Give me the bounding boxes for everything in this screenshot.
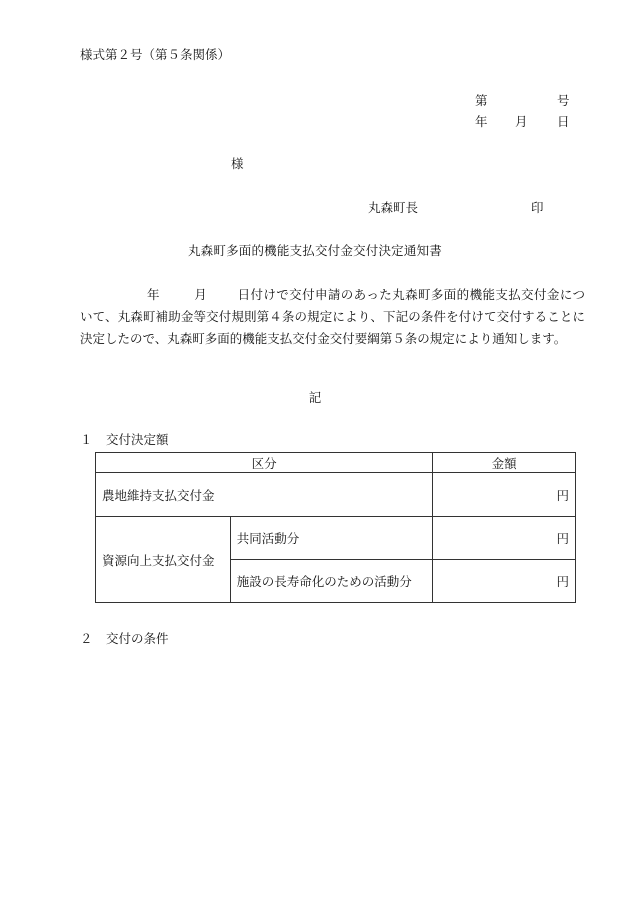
date-month: 月: [515, 114, 528, 129]
section-1-heading: [80, 432, 169, 448]
document-number-suffix: 号: [557, 93, 570, 108]
table-row: [96, 517, 576, 560]
row-joint-activity: 共同活動分: [230, 517, 433, 560]
form-number: 様式第２号（第５条関係）: [80, 47, 231, 62]
row-farmland-maintenance-amount: 円: [433, 473, 576, 517]
document-title: 丸森町多面的機能支払交付金交付決定通知書: [187, 243, 442, 258]
row-facility-longevity-amount: 円: [433, 560, 576, 603]
date-day: 日: [557, 114, 570, 129]
issuer-title: 丸森町長: [368, 200, 419, 215]
body-paragraph: [80, 284, 585, 350]
section-2-number: ２: [80, 631, 93, 646]
addressee-honorific: 様: [231, 156, 244, 171]
body-text: 日付けで交付申請のあった丸森町多面的機能支払交付金について、丸森町補助金等交付規則第４条の規定により、下記の条件を付けて交付することに決定したので、丸森町多面的機能支払交付金交付要綱第５条の規定により通知します。: [80, 287, 585, 346]
grant-amount-table: [95, 452, 576, 603]
body-year: 年: [147, 287, 160, 302]
header-amount: 金額: [433, 453, 576, 473]
group-resource-improvement: 資源向上支払交付金: [96, 517, 231, 603]
row-joint-activity-amount: 円: [433, 517, 576, 560]
section-1-label: 交付決定額: [106, 432, 169, 447]
section-1-number: １: [80, 432, 93, 447]
section-2-label: 交付の条件: [106, 631, 169, 646]
body-month: 月: [193, 287, 208, 302]
table-row: [96, 473, 576, 517]
document-number-prefix: 第: [475, 93, 488, 108]
header-category: 区分: [96, 453, 433, 473]
row-farmland-maintenance: 農地維持支払交付金: [96, 473, 433, 517]
seal-mark: 印: [531, 200, 544, 215]
date-year: 年: [475, 114, 488, 129]
table-header-row: [96, 453, 576, 473]
ki-heading: 記: [308, 390, 322, 405]
row-facility-longevity: 施設の長寿命化のための活動分: [230, 560, 433, 603]
section-2-heading: [80, 631, 169, 647]
